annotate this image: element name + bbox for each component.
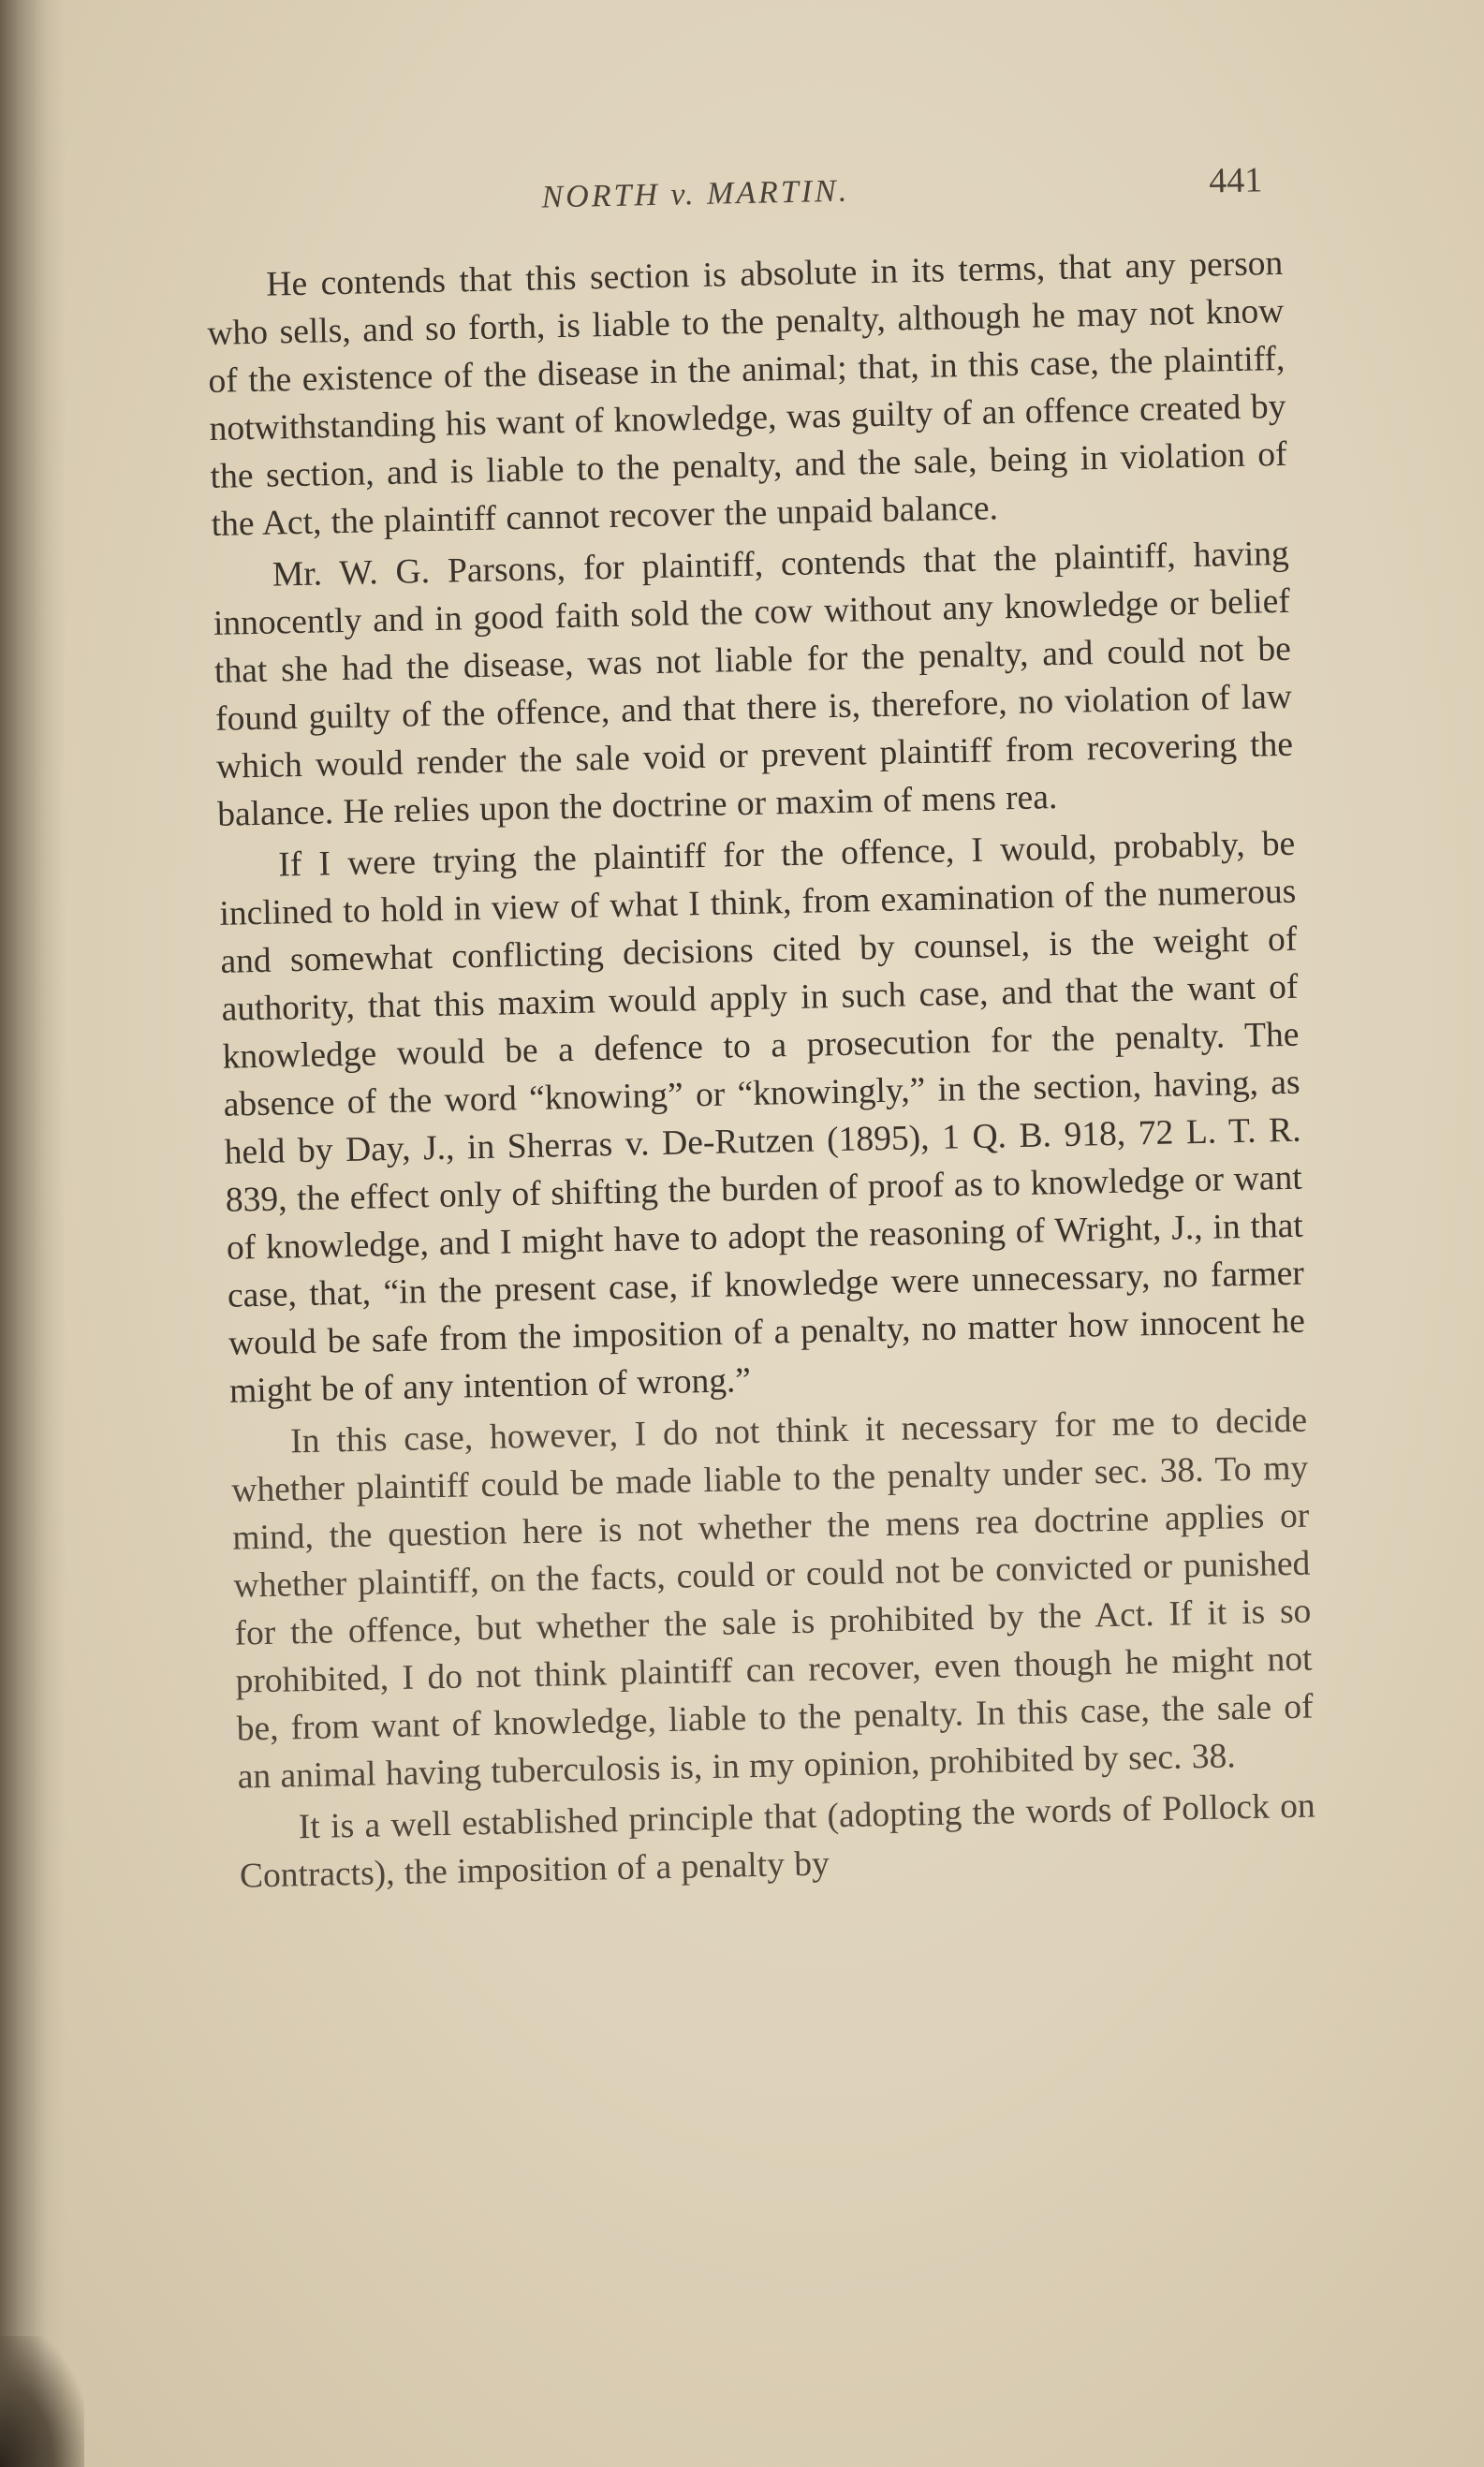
paragraph-1: He contends that this section is absolute in its terms, that any person who sells, and so forth, is liable to the penalty, although he may not know of the existence of the disease in the animal; that, in this case, the plaintiff, notwithstanding his want of knowledge, was guilty of an offence created by the section, and is liable to the penalty, and the sale, being in violation of the Act, the plaintiff cannot recover the unpaid balance.: [207, 243, 1287, 544]
page-text-block: [204, 155, 1316, 1901]
paragraph-5: It is a well established principle that (adopting the words of Pollock on Contracts), the imposition of a penalty by: [239, 1786, 1316, 1896]
page-number: 441: [1208, 160, 1263, 201]
running-title: NORTH v. MARTIN.: [541, 173, 850, 215]
book-gutter-shadow: [0, 0, 66, 2467]
page-corner-shadow: [0, 2336, 84, 2467]
paragraph-3: If I were trying the plaintiff for the offence, I would, probably, be inclined to hold in view of what I think, from examination of the numerous and somewhat conflicting decisions cited by counsel, is the weight of authority, that this maxim would apply in such case, and that the want of knowledge would be a defence to a prosecution for the penalty. The absence of the word “knowing” or “knowingly,” in the section, having, as held by Day, J., in Sherras v. De-Rutzen (1895), 1 Q. B. 918, 72 L. T. R. 839, the effect only of shifting the burden of proof as to knowledge or want of knowledge, and I might have to adopt the reasoning of Wright, J., in that case, that, “in the present case, if knowledge were unnecessary, no farmer would be safe from the imposition of a penalty, no matter how innocent he might be of any intention of wrong.”: [219, 824, 1306, 1411]
paragraph-2: Mr. W. G. Parsons, for plaintiff, contends that the plaintiff, having innocently and in good faith sold the cow without any knowledge or belief that she had the disease, was not liable for the penalty, and could not be found guilty of the offence, and that there is, therefore, no violation of law which would render the sale void or prevent plaintiff from recovering the balance. He relies upon the doctrine or maxim of mens rea.: [213, 534, 1294, 834]
paragraph-4: In this case, however, I do not think it necessary for me to decide whether plaintiff could be made liable to the penalty under sec. 38. To my mind, the question here is not whether the mens rea doctrine applies or whether plaintiff, on the facts, could or could not be convicted or punished for the offence, but whether the sale is prohibited by the Act. If it is so prohibited, I do not think plaintiff can recover, even though he might not be, from want of knowledge, liable to the penalty. In this case, the sale of an animal having tuberculosis is, in my opinion, prohibited by sec. 38.: [230, 1401, 1314, 1797]
running-head: [204, 155, 1282, 234]
